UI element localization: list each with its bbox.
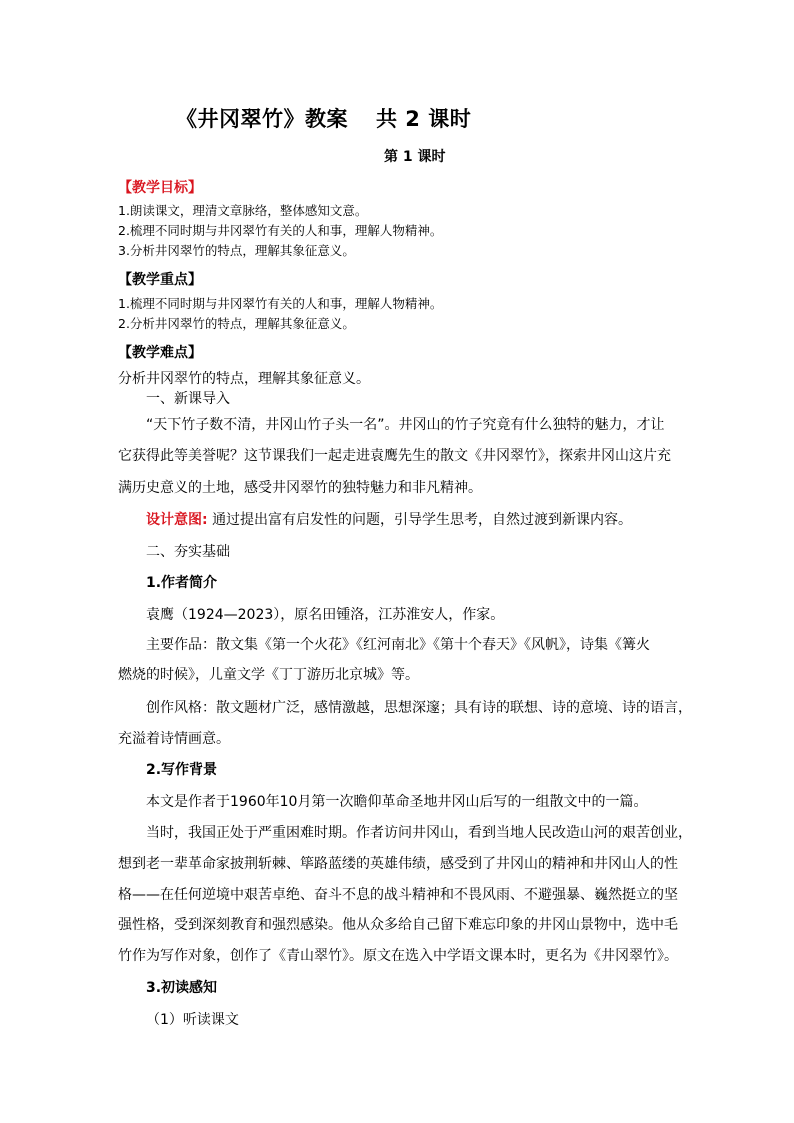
section1-line-2: 它获得此等美誉呢？这节课我们一起走进袁鹰先生的散文《井冈翠竹》，探索井冈山这片充 [118, 448, 671, 464]
section1-line-1: “天下竹子数不清，井冈山竹子头一名”。井冈山的竹子究竟有什么独特的魅力，才让 [146, 417, 665, 433]
objective-item-2: 2.梳理不同时期与井冈翠竹有关的人和事，理解人物精神。 [118, 223, 443, 238]
author-heading: 1.作者简介 [146, 575, 218, 591]
key-point-item-1: 1.梳理不同时期与井冈翠竹有关的人和事，理解人物精神。 [118, 296, 443, 311]
objectives-heading: 【教学目标】 [118, 180, 202, 196]
section1-heading: 一、新课导入 [146, 391, 230, 407]
reading-sub1: （1）听读课文 [146, 1012, 239, 1028]
design-intent-label: 设计意图: [146, 512, 208, 528]
author-intro: 袁鹰（1924—2023），原名田锺洛，江苏淮安人，作家。 [146, 607, 505, 623]
author-style-line-2: 充溢着诗情画意。 [118, 731, 230, 747]
difficulty-item-1: 分析井冈翠竹的特点，理解其象征意义。 [118, 371, 370, 387]
design-intent [146, 509, 632, 529]
objective-item-1: 1.朗读课文，理清文章脉络，整体感知文意。 [118, 203, 368, 218]
reading-heading: 3.初读感知 [146, 980, 218, 996]
author-style-line-1: 创作风格：散文题材广泛，感情激越，思想深邃；具有诗的联想、诗的意境、诗的语言， [146, 700, 692, 716]
background-p1: 本文是作者于1960年10月第一次瞻仰革命圣地井冈山后写的一组散文中的一篇。 [146, 794, 648, 810]
background-p2-line-3: 格——在任何逆境中艰苦卓绝、奋斗不息的战斗精神和不畏风雨、不避强暴、巍然挺立的坚 [118, 887, 678, 903]
author-works-line-2: 燃烧的时候》，儿童文学《丁丁游历北京城》等。 [118, 667, 419, 683]
author-works-line-1: 主要作品：散文集《第一个火花》《红河南北》《第十个春天》《风帆》，诗集《篝火 [146, 637, 650, 653]
lesson-subtitle: 第 1 课时 [384, 149, 446, 165]
section2-heading: 二、夯实基础 [146, 544, 230, 560]
objective-item-3: 3.分析井冈翠竹的特点，理解其象征意义。 [118, 243, 355, 258]
title-hours: 共 2 课时 [376, 107, 472, 131]
background-p2-line-1: 当时，我国正处于严重困难时期。作者访问井冈山，看到当地人民改造山河的艰苦创业， [146, 825, 692, 841]
background-heading: 2.写作背景 [146, 762, 218, 778]
title-main: 《井冈翠竹》教案 [176, 107, 348, 131]
background-p2-line-5: 竹作为写作对象，创作了《青山翠竹》。原文在选入中学语文课本时，更名为《井冈翠竹》。 [118, 948, 678, 964]
section1-line-3: 满历史意义的土地，感受井冈翠竹的独特魅力和非凡精神。 [118, 480, 482, 496]
background-p2-line-2: 想到老一辈革命家披荆斩棘、筚路蓝缕的英雄伟绩，感受到了井冈山的精神和井冈山人的性 [118, 856, 678, 872]
key-point-item-2: 2.分析井冈翠竹的特点，理解其象征意义。 [118, 316, 355, 331]
background-p2-line-4: 强性格，受到深刻教育和强烈感染。他从众多给自己留下难忘印象的井冈山景物中，选中毛 [118, 917, 678, 933]
key-points-heading: 【教学重点】 [118, 272, 202, 288]
difficulties-heading: 【教学难点】 [118, 345, 202, 361]
design-intent-text: 通过提出富有启发性的问题，引导学生思考，自然过渡到新课内容。 [212, 512, 633, 528]
page-title [176, 103, 471, 133]
